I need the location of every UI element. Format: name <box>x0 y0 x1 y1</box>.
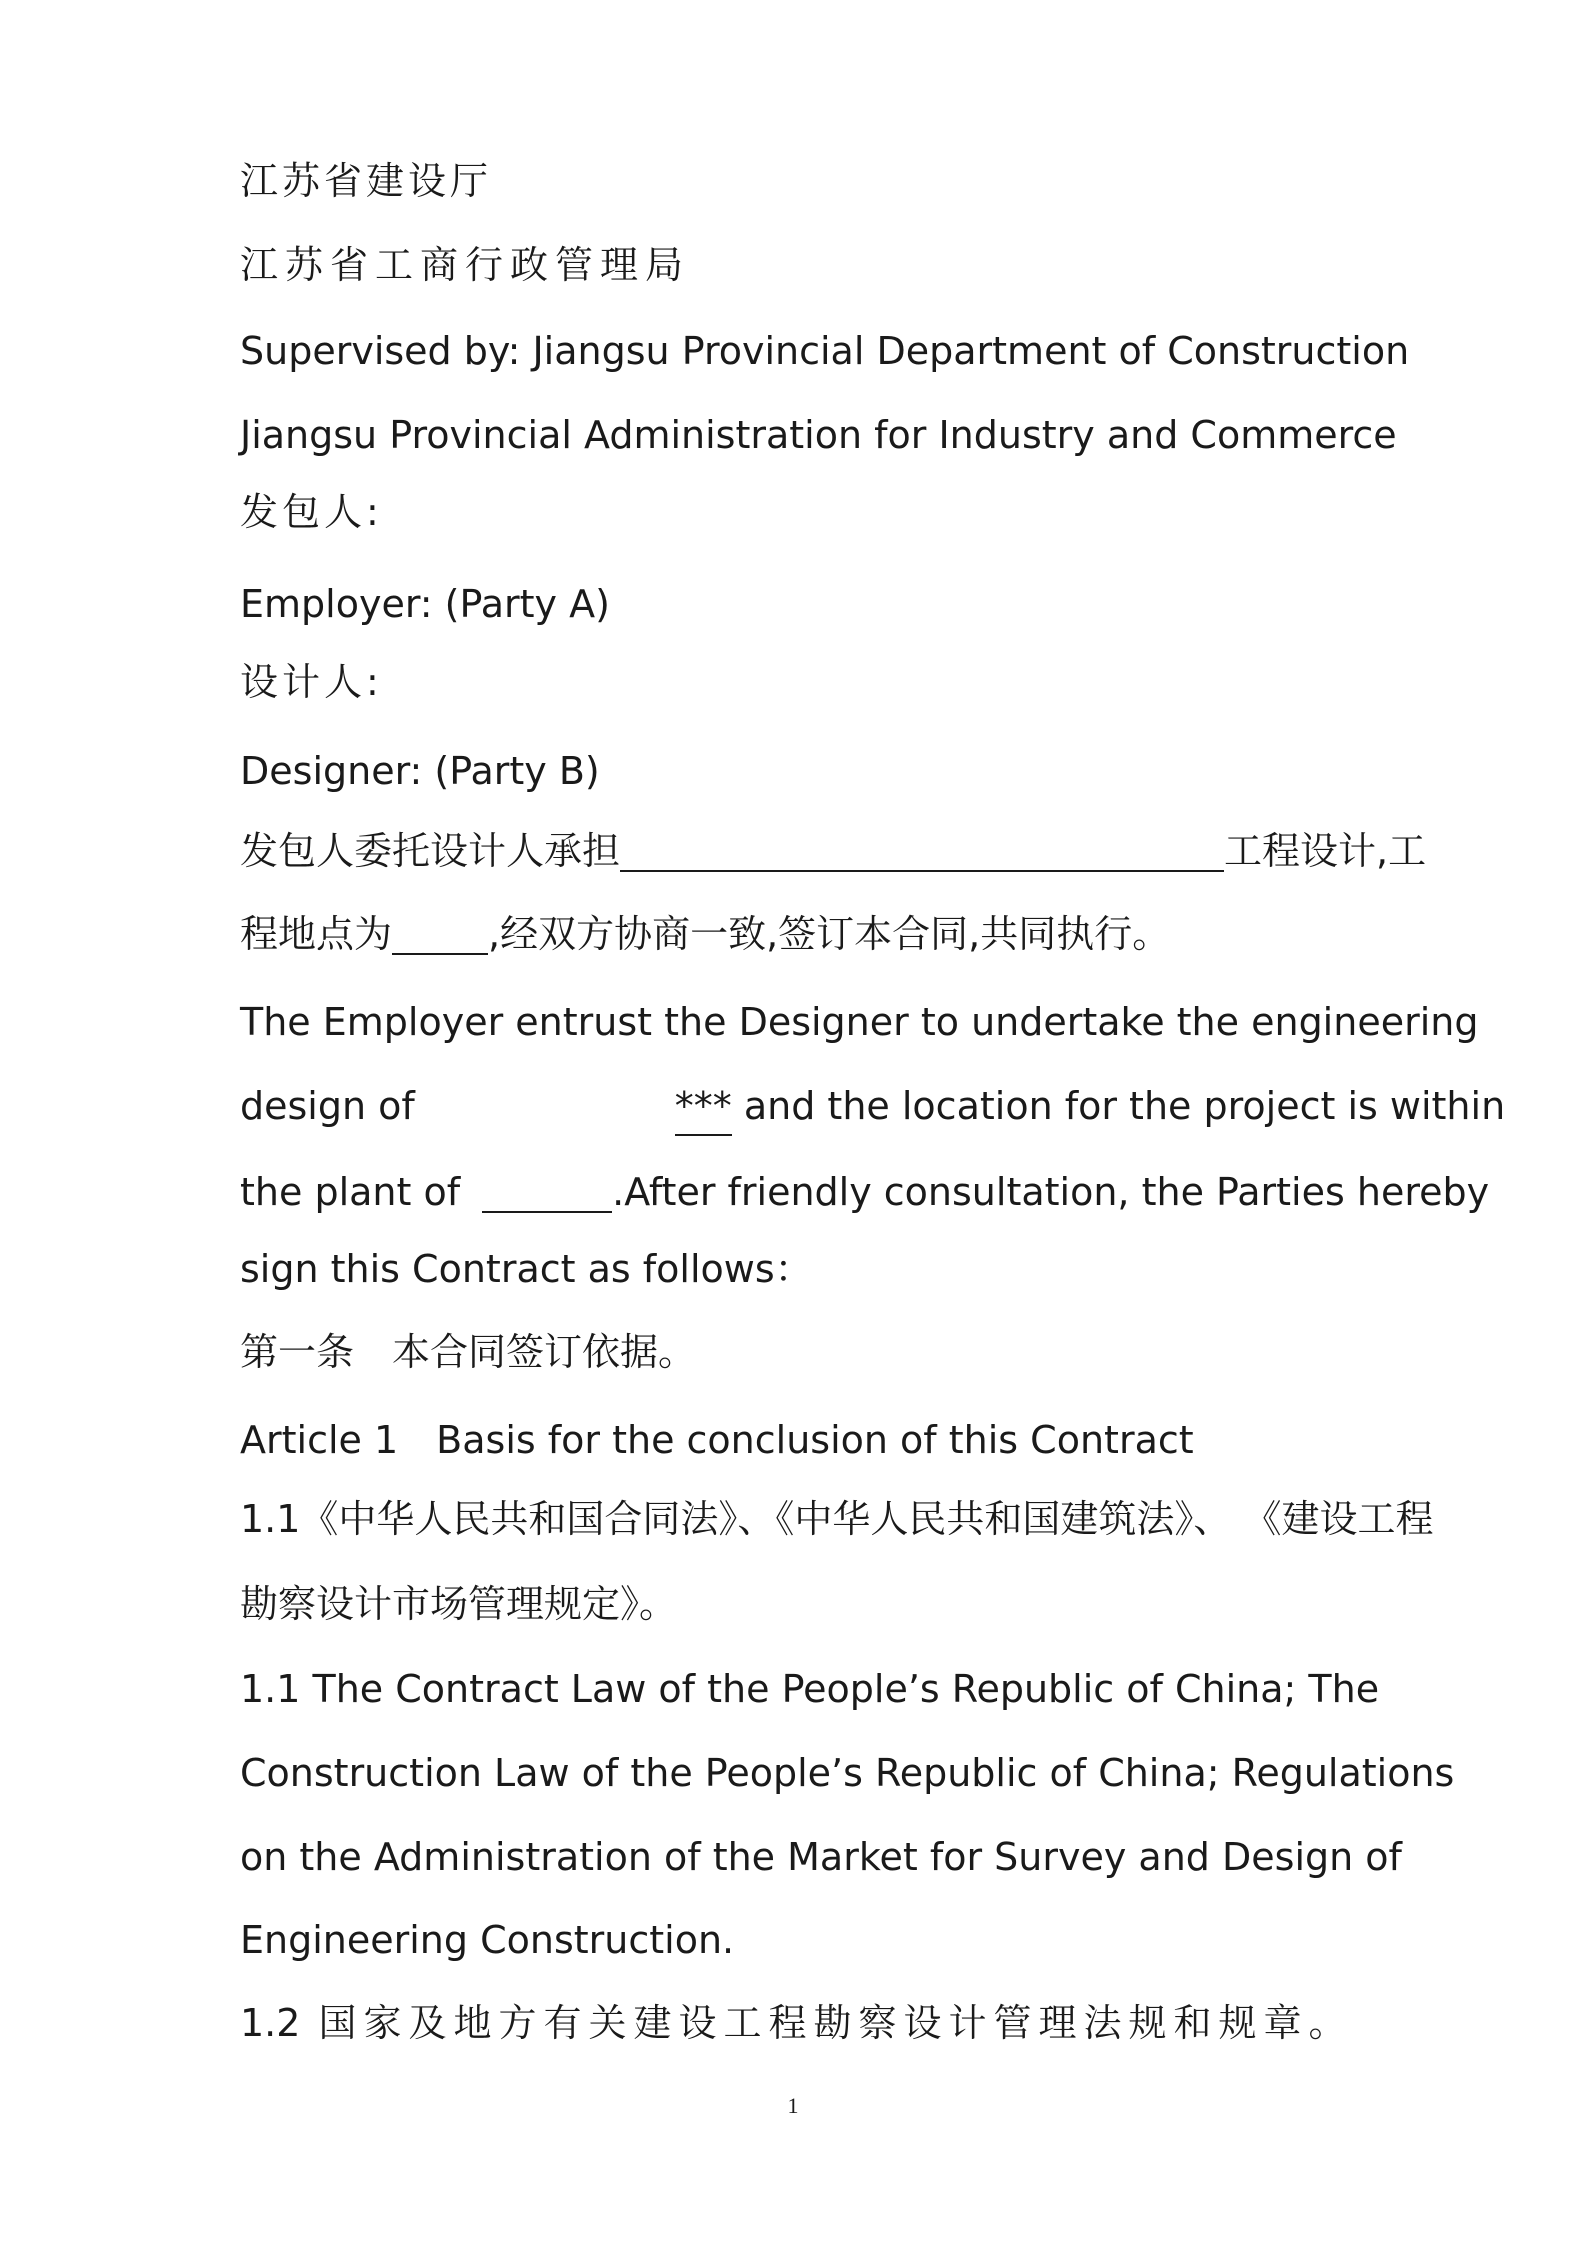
article-1-title-en: Basis for the conclusion of this Contract <box>436 1418 1194 1462</box>
clause-1-1-en-line-1: 1.1 The Contract Law of the People’s Republic of China; The <box>240 1667 1380 1711</box>
employer-label-cn: 发包人: <box>240 490 383 534</box>
project-placeholder: *** <box>675 1084 732 1136</box>
article-1-title-cn: 本合同签订依据。 <box>392 1330 697 1374</box>
plant-blank <box>482 1171 612 1213</box>
location-clause-cn-part-1: 程地点为 <box>240 912 393 956</box>
employer-label-en: Employer: (Party A) <box>240 582 610 626</box>
article-1-heading-cn <box>240 1330 697 1374</box>
clause-1-1-cn-line-2: 勘察设计市场管理规定》。 <box>240 1582 678 1626</box>
clause-1-1-en-line-3: on the Administration of the Market for Survey and Design of <box>240 1835 1402 1879</box>
entrust-clause-en-line-4: sign this Contract as follows： <box>240 1247 813 1291</box>
project-name-blank <box>620 830 1224 872</box>
design-of-text: design of <box>240 1084 415 1128</box>
entrust-clause-en-line-1: The Employer entrust the Designer to undertake the engineering <box>240 1000 1479 1044</box>
entrust-clause-cn-part-2: 工程设计,工 <box>1224 829 1427 873</box>
location-within-text: and the location for the project is within <box>731 1084 1506 1128</box>
article-1-number-en: Article 1 <box>240 1418 399 1462</box>
article-1-heading-en <box>240 1418 1194 1462</box>
consultation-text: .After friendly consultation, the Parties hereby <box>612 1170 1490 1214</box>
clause-1-1-en-line-2: Construction Law of the People’s Republic of China; Regulations <box>240 1751 1455 1795</box>
entrust-clause-en-line-2 <box>240 1084 1506 1128</box>
entrust-clause-cn-line-1 <box>240 830 1426 872</box>
clause-1-1-en-line-4: Engineering Construction. <box>240 1918 735 1962</box>
page-number: 1 <box>787 2093 799 2118</box>
designer-label-cn: 设计人: <box>240 660 383 704</box>
entrust-clause-en-line-3 <box>240 1171 1489 1213</box>
administration-line: Jiangsu Provincial Administration for Industry and Commerce <box>240 413 1397 457</box>
clause-1-1-cn-line-1: 1.1《中华人民共和国合同法》、《中华人民共和国建筑法》、 《建设工程 <box>240 1497 1434 1541</box>
clause-1-2-number: 1.2 <box>240 2001 301 2045</box>
entrust-clause-cn-line-2 <box>240 913 1170 955</box>
plant-of-text: the plant of <box>240 1170 461 1214</box>
location-blank <box>392 913 488 955</box>
clause-1-2-text: 国家及地方有关建设工程勘察设计管理法规和规章。 <box>318 2001 1354 2045</box>
supervised-by-line: Supervised by: Jiangsu Provincial Department of Construction <box>240 329 1410 373</box>
entrust-clause-cn-part-1: 发包人委托设计人承担 <box>240 829 621 873</box>
location-clause-cn-part-2: ,经双方协商一致,签订本合同,共同执行。 <box>488 912 1171 956</box>
designer-label-en: Designer: (Party B) <box>240 749 600 793</box>
authority-line-cn-1: 江苏省建设厅 <box>240 159 493 203</box>
authority-line-cn-2: 江苏省工商行政管理局 <box>240 243 691 287</box>
clause-1-2-cn <box>240 2001 1354 2045</box>
article-1-number-cn: 第一条 <box>240 1330 355 1374</box>
